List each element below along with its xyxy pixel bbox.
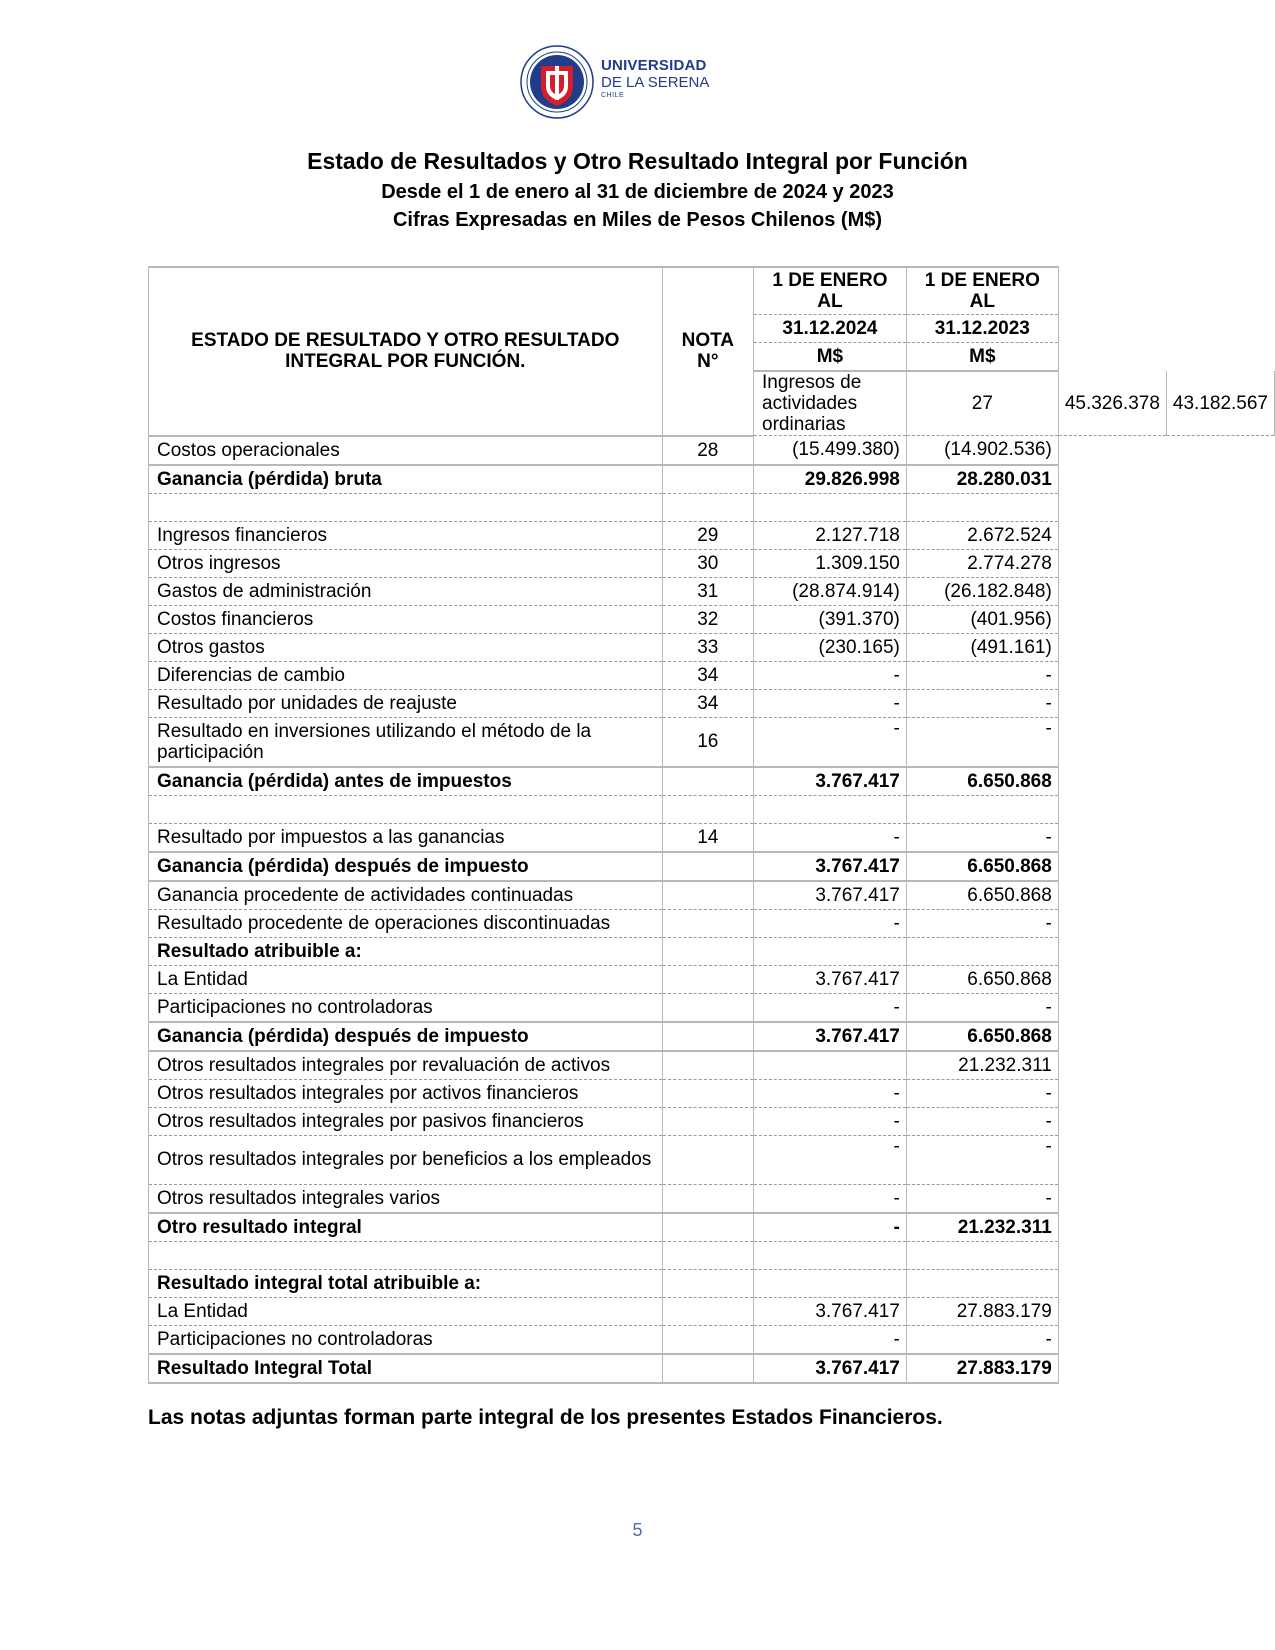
table-row [149,1135,1275,1184]
row-value-2024: 3.767.417 [754,1297,907,1325]
row-value-2024: - [754,1325,907,1354]
header-2023-line-2: AL [969,291,995,312]
table-row [149,1051,1275,1080]
table-row [149,1325,1275,1354]
row-value-2024: (230.165) [754,633,907,661]
row-nota [662,909,753,937]
row-label: Resultado procedente de operaciones discontinuadas [149,909,663,937]
table-row [149,1269,1275,1297]
university-logo [519,44,719,120]
row-value-2024: 3.767.417 [754,881,907,910]
row-value-2023: 6.650.868 [906,881,1058,910]
row-nota: 32 [662,605,753,633]
table-row [149,965,1275,993]
row-label [149,1241,663,1269]
table-row [149,493,1275,521]
row-label: Ganancia (pérdida) antes de impuestos [149,767,663,796]
row-value-2023 [906,493,1058,521]
row-nota [662,881,753,910]
row-value-2024: 3.767.417 [754,1354,907,1383]
row-value-2024: 3.767.417 [754,965,907,993]
units-subtitle: Cifras Expresadas en Miles de Pesos Chilenos (M$) [392,209,883,231]
table-row [149,689,1275,717]
table-row [149,823,1275,852]
row-value-2023: - [906,1107,1058,1135]
row-value-2023: 21.232.311 [906,1051,1058,1080]
row-label: Diferencias de cambio [149,661,663,689]
row-value-2024 [754,937,907,965]
row-nota [662,1297,753,1325]
table-row [149,1022,1275,1051]
row-value-2023: - [906,823,1058,852]
row-value-2024: - [754,1184,907,1213]
row-value-2023: - [906,1079,1058,1107]
table-row [149,577,1275,605]
row-value-2024: - [754,1213,907,1242]
row-value-2024: - [754,909,907,937]
row-label: Otros resultados integrales por revaluación de activos [149,1051,663,1080]
row-value-2023: 27.883.179 [906,1354,1058,1383]
row-value-2023: - [906,689,1058,717]
row-value-2024: - [754,689,907,717]
row-value-2023: 6.650.868 [906,1022,1058,1051]
row-value-2023: 28.280.031 [906,465,1058,494]
table-row [149,881,1275,910]
row-value-2023: - [906,1184,1058,1213]
row-value-2024: 29.826.998 [754,465,907,494]
row-nota: 33 [662,633,753,661]
row-value-2024: (28.874.914) [754,577,907,605]
table-row [149,549,1275,577]
header-2024-date: 31.12.2024 [754,315,907,343]
row-nota: 29 [662,521,753,549]
row-nota [662,1022,753,1051]
row-value-2024: - [754,1079,907,1107]
row-nota: 34 [662,661,753,689]
header-nota-line-1: NOTA [681,330,735,352]
header-2023-date: 31.12.2023 [906,315,1058,343]
row-label [149,795,663,823]
row-value-2023: 43.182.567 [1166,371,1274,436]
header-2023-unit: M$ [906,343,1058,372]
row-label: Otros gastos [149,633,663,661]
row-nota [662,852,753,881]
row-label: Costos financieros [149,605,663,633]
row-label: Otros resultados integrales varios [149,1184,663,1213]
row-value-2023: 6.650.868 [906,965,1058,993]
row-nota [662,1051,753,1080]
row-label: Ganancia (pérdida) bruta [149,465,663,494]
row-label [149,493,663,521]
header-2024-line-1: 1 DE ENERO [772,270,888,291]
row-value-2023: (401.956) [906,605,1058,633]
row-value-2024: 1.309.150 [754,549,907,577]
row-nota: 34 [662,689,753,717]
row-value-2023: - [906,717,1058,767]
row-nota [662,1184,753,1213]
row-nota [662,1107,753,1135]
header-concept-line-1: ESTADO DE RESULTADO Y OTRO RESULTADO [191,330,620,352]
row-nota: 14 [662,823,753,852]
row-label: Participaciones no controladoras [149,1325,663,1354]
row-nota: 16 [662,717,753,767]
table-row [149,436,1275,465]
header-2024-unit: M$ [754,343,907,372]
table-row [149,993,1275,1022]
row-label: Ganancia (pérdida) después de impuesto [149,852,663,881]
row-nota [662,795,753,823]
row-value-2024: 45.326.378 [1058,371,1166,436]
row-nota [662,493,753,521]
table-row [149,937,1275,965]
row-label: Ingresos financieros [149,521,663,549]
row-label: La Entidad [149,1297,663,1325]
row-label: Ganancia procedente de actividades continuadas [149,881,663,910]
header-2024-line-2: AL [817,291,843,312]
row-value-2023: 2.774.278 [906,549,1058,577]
row-label: La Entidad [149,965,663,993]
logo-line-1: UNIVERSIDAD [601,57,707,74]
row-value-2024: - [754,1135,907,1184]
row-value-2024: - [754,1107,907,1135]
page-title: Estado de Resultados y Otro Resultado Integral por Función [307,148,968,174]
row-value-2023: - [906,993,1058,1022]
row-nota [662,1079,753,1107]
row-value-2024: 3.767.417 [754,852,907,881]
row-nota [662,1325,753,1354]
row-value-2024 [754,1269,907,1297]
row-nota [662,1213,753,1242]
table-row [149,465,1275,494]
row-label: Otros ingresos [149,549,663,577]
table-row [149,1213,1275,1242]
row-value-2024: 2.127.718 [754,521,907,549]
row-value-2023: 6.650.868 [906,852,1058,881]
table-row [149,1184,1275,1213]
row-value-2024 [754,795,907,823]
row-nota: 28 [662,436,753,465]
row-value-2024 [754,1051,907,1080]
row-label: Resultado por impuestos a las ganancias [149,823,663,852]
row-value-2023: 27.883.179 [906,1297,1058,1325]
row-label: Otros resultados integrales por beneficios a los empleados [149,1135,663,1184]
row-value-2023 [906,1269,1058,1297]
table-row [149,1079,1275,1107]
header-2024-period [754,267,907,315]
table-row [149,1354,1275,1383]
table-row [149,1241,1275,1269]
table-row [149,1107,1275,1135]
row-value-2023: - [906,1325,1058,1354]
header-2023-line-1: 1 DE ENERO [924,270,1040,291]
row-value-2024: - [754,661,907,689]
row-label: Ganancia (pérdida) después de impuesto [149,1022,663,1051]
row-value-2023: 21.232.311 [906,1213,1058,1242]
row-nota [662,993,753,1022]
row-nota [662,1135,753,1184]
table-row [149,661,1275,689]
page-subtitle: Desde el 1 de enero al 31 de diciembre de 2024 y 2023 [381,181,894,203]
income-statement-table [148,266,1275,1384]
header-2023-period [906,267,1058,315]
header-nota-line-2: N° [697,351,719,373]
row-nota [662,767,753,796]
row-value-2023 [906,937,1058,965]
row-label: Resultado integral total atribuible a: [149,1269,663,1297]
logo-line-2: DE LA SERENA [601,74,710,91]
header-nota [662,267,753,436]
row-value-2023: (26.182.848) [906,577,1058,605]
table-header-row [149,267,1275,315]
table-row [149,909,1275,937]
row-value-2024: 3.767.417 [754,767,907,796]
table-row [149,633,1275,661]
row-nota [662,965,753,993]
row-nota: 30 [662,549,753,577]
row-label: Otro resultado integral [149,1213,663,1242]
table-row [149,717,1275,767]
row-label: Otros resultados integrales por activos financieros [149,1079,663,1107]
row-value-2023: 6.650.868 [906,767,1058,796]
row-value-2023: - [906,661,1058,689]
row-nota: 31 [662,577,753,605]
table-row [149,795,1275,823]
logo-line-3: CHILE [601,92,625,99]
row-nota [662,1354,753,1383]
row-label: Gastos de administración [149,577,663,605]
table-row [149,1297,1275,1325]
row-nota: 27 [906,371,1058,436]
row-value-2023: - [906,909,1058,937]
row-value-2023 [906,1241,1058,1269]
row-label: Participaciones no controladoras [149,993,663,1022]
table-row [149,852,1275,881]
header-concept [149,267,663,436]
row-label: Resultado en inversiones utilizando el método de la participación [149,717,663,767]
row-value-2024 [754,1241,907,1269]
row-value-2023: (14.902.536) [906,436,1058,465]
row-label: Resultado Integral Total [149,1354,663,1383]
row-value-2024: (391.370) [754,605,907,633]
row-value-2024: - [754,717,907,767]
table-row [149,521,1275,549]
row-value-2023: - [906,1135,1058,1184]
table-row [149,767,1275,796]
row-value-2023: (491.161) [906,633,1058,661]
row-nota [662,937,753,965]
row-label: Ingresos de actividades ordinarias [754,371,907,436]
university-seal-icon [519,44,595,120]
row-label: Costos operacionales [149,436,663,465]
row-value-2023: 2.672.524 [906,521,1058,549]
table-row [149,605,1275,633]
row-nota [662,465,753,494]
row-label: Resultado por unidades de reajuste [149,689,663,717]
row-nota [662,1269,753,1297]
row-value-2024: (15.499.380) [754,436,907,465]
page-number: 5 [632,1520,643,1540]
row-value-2024: - [754,993,907,1022]
row-value-2023 [906,795,1058,823]
footnote: Las notas adjuntas forman parte integral de los presentes Estados Financieros. [148,1406,943,1429]
row-label: Resultado atribuible a: [149,937,663,965]
row-value-2024: 3.767.417 [754,1022,907,1051]
row-label: Otros resultados integrales por pasivos financieros [149,1107,663,1135]
row-value-2024: - [754,823,907,852]
header-concept-line-2: INTEGRAL POR FUNCIÓN. [285,351,526,373]
row-nota [662,1241,753,1269]
row-value-2024 [754,493,907,521]
